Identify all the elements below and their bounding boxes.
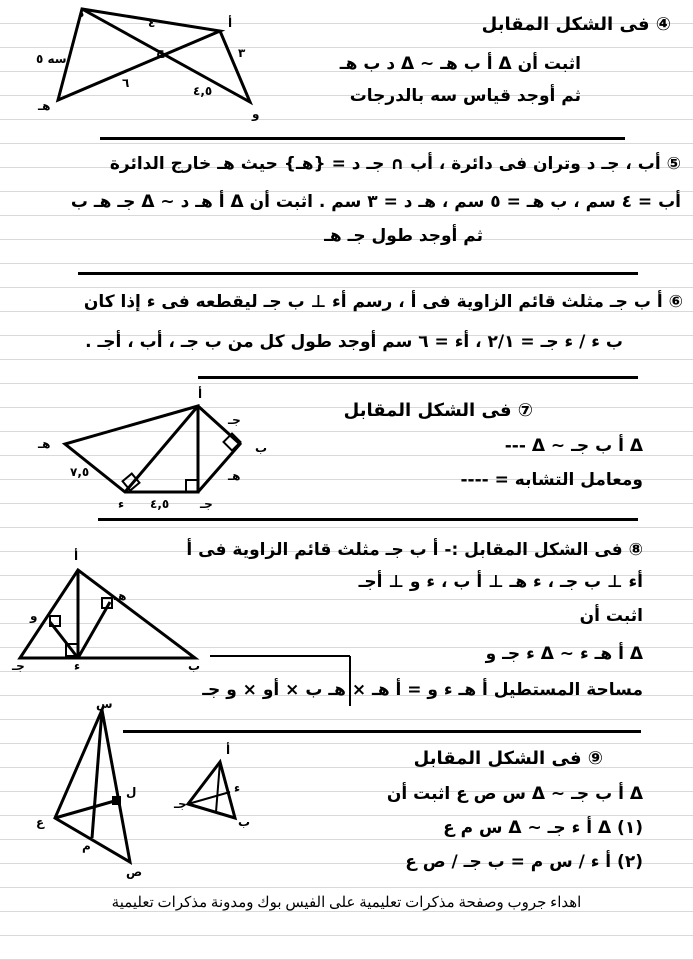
q5-line1: ⑤ أب ، جـ د وتران فى دائرة ، أب ∩ جـ د = {هـ} حيث هـ خارج الدائرة <box>109 154 681 174</box>
q7-quad <box>65 406 198 492</box>
q8-label-w: و <box>30 609 38 623</box>
q8-line3: اثبت أن <box>579 606 643 626</box>
q8-figure <box>10 540 210 673</box>
q9-small-triangle <box>188 762 235 818</box>
separator-3 <box>198 376 638 379</box>
footer-dedication: اهداء جروب وصفحة مذكرات تعليمية على الفيس بوك ومدونة مذكرات تعليمية <box>111 895 582 911</box>
separator-1 <box>100 137 625 140</box>
q9-big-lines <box>55 710 118 838</box>
q4-line2: ثم أوجد قياس سه بالدرجات <box>349 86 581 106</box>
q9-figure <box>30 697 260 879</box>
q7-line2: ومعامل التشابه = ---- <box>460 470 643 490</box>
q8-label-b: ب <box>188 659 201 673</box>
q7-label-a: أ <box>198 387 203 401</box>
q7-label-c: جـ <box>228 413 241 427</box>
q5-line2: أب = ٤ سم ، ب هـ = ٥ سم ، هـ د = ٣ سم . اثبت أن Δ أ هـ د ~ Δ جـ هـ ب <box>70 192 681 212</box>
q8-line2: أء ⊥ ب جـ ، ء هـ ⊥ أ ب ، ء و ⊥ أجـ <box>358 572 643 592</box>
q4-label-a: أ <box>228 16 233 30</box>
q9-label-c: جـ <box>174 797 187 811</box>
q7-label-e: هـ <box>228 469 241 483</box>
separator-2 <box>78 272 638 275</box>
q4-label-4-5: ٤,٥ <box>193 84 213 98</box>
q9-label-a: أ <box>226 743 231 757</box>
q4-title: ④ فى الشكل المقابل <box>481 14 671 35</box>
q9-line2: (١) Δ أ ء جـ ~ Δ س م ع <box>443 818 643 838</box>
q9-label-b: ب <box>238 815 251 829</box>
q4-label-e: هـ <box>38 99 51 113</box>
q8-line1: ⑧ فى الشكل المقابل :- أ ب جـ مثلث قائم الزاوية فى أ <box>186 540 643 560</box>
q4-label-w: و <box>252 107 260 121</box>
q9-label-m: م <box>82 839 91 853</box>
q7-lines <box>125 406 240 492</box>
q8-triangle <box>20 570 195 658</box>
q8-item1: Δ أ هـ ء ~ Δ ء جـ و <box>485 644 643 664</box>
q7-label-d2: جـ <box>200 497 213 511</box>
q9-line1: Δ أ ب جـ ~ Δ س ص ع اثبت أن <box>386 784 643 804</box>
q7-label-h: هـ <box>38 437 51 451</box>
q4-label-c: ج <box>156 44 165 58</box>
q9-label-s: س <box>96 697 113 711</box>
q4-line1: اثبت أن Δ أ ب هـ ~ Δ د ب هـ <box>339 54 581 74</box>
q6-line1: ⑥ أ ب جـ مثلث قائم الزاوية فى أ ، رسم أء ⊥ ب جـ ليقطعه فى ء إذا كان <box>83 292 683 312</box>
q7-label-d: ء <box>118 497 125 511</box>
q9-label-p: ص <box>126 865 143 879</box>
q8-label-c: جـ <box>12 659 25 673</box>
q9-label-d: ء <box>234 781 241 795</box>
q4-label-4: ٤ <box>148 16 156 30</box>
q4-label-6: ٦ <box>122 76 130 90</box>
q4-label-x5: سه ٥ <box>36 52 67 66</box>
q5-line3: ثم أوجد طول جـ هـ <box>324 226 483 246</box>
q9-label-l: ل <box>126 785 137 799</box>
q4-figure <box>30 5 280 125</box>
q8-item2: مساحة المستطيل أ هـ ء و = أ هـ × هـ ب × أو × و جـ <box>202 680 643 700</box>
q7-line1: Δ أ ب جـ ~ Δ --- <box>504 436 643 456</box>
q9-title: ⑨ فى الشكل المقابل <box>413 748 603 769</box>
separator-4 <box>98 518 638 521</box>
q7-title: ⑦ فى الشكل المقابل <box>343 400 533 421</box>
q9-label-u: ع <box>36 815 45 829</box>
q7-figure <box>30 384 280 514</box>
q6-line2: ب ء / ء جـ = ٢/١ ، أء = ٦ سم أوجد طول كل من ب جـ ، أب ، أجـ . <box>85 332 623 352</box>
q7-label-4-5: ٤,٥ <box>150 497 170 511</box>
q8-label-e: هـ <box>114 589 127 603</box>
q9-line3: (٢) أ ء / س م = ب جـ / ص ع <box>405 852 643 872</box>
q7-label-b: ب <box>255 441 268 455</box>
q4-label-3: ٣ <box>238 46 246 60</box>
q4-label-d: د <box>78 6 85 20</box>
q8-box-lines <box>210 648 370 708</box>
q7-label-7-5: ٧,٥ <box>70 465 90 479</box>
q8-label-a: أ <box>74 549 79 563</box>
q9-big-triangle <box>55 710 130 862</box>
q8-lines <box>50 570 110 658</box>
q8-label-d: ء <box>74 659 81 673</box>
